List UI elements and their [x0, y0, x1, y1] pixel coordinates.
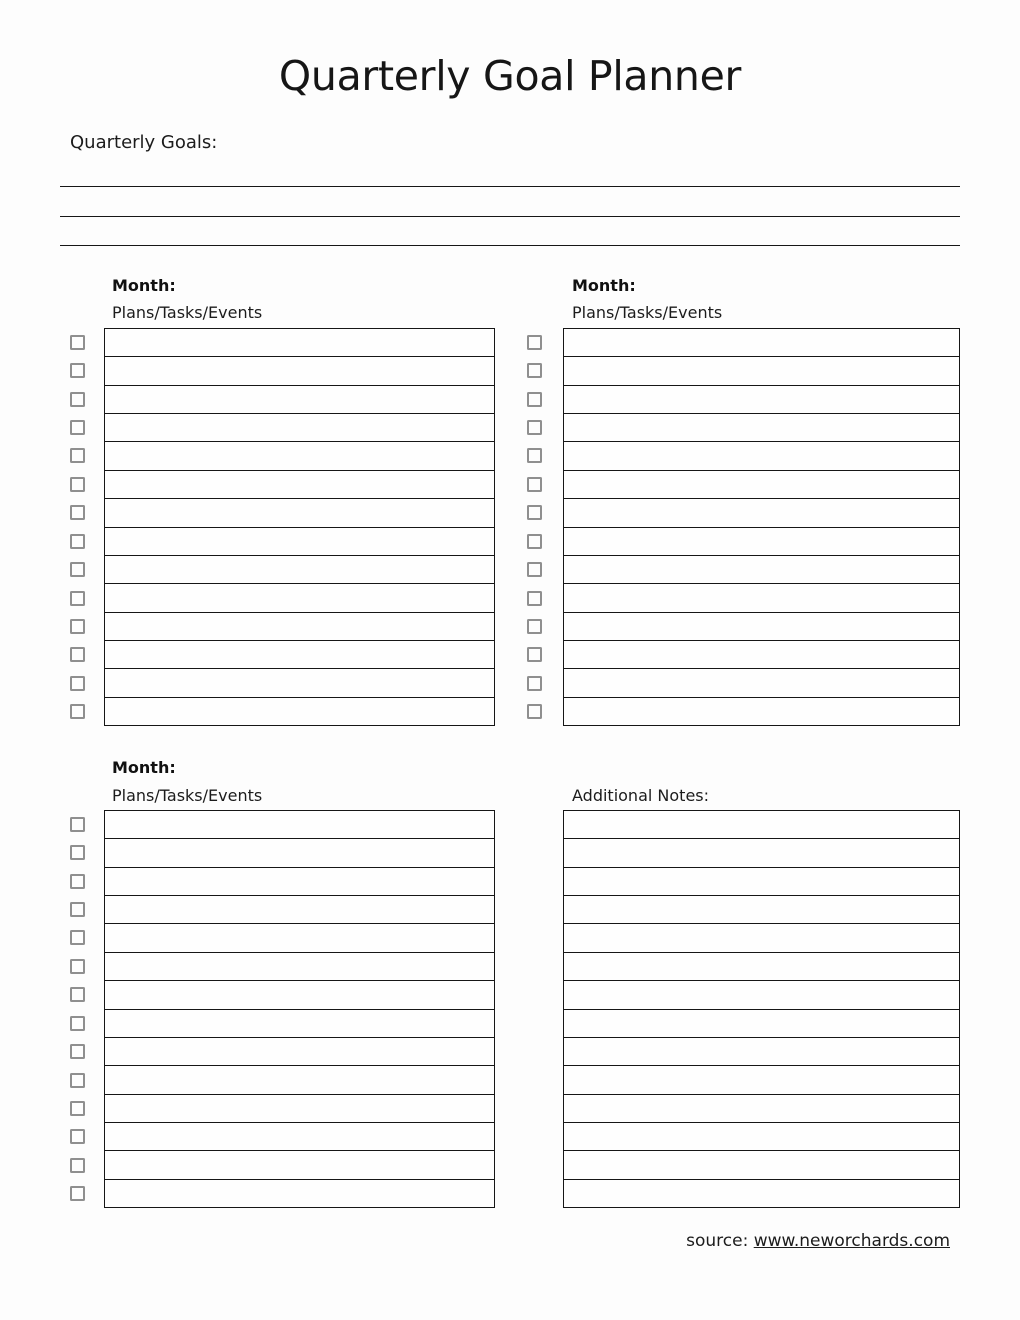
additional-notes-label: Additional Notes: [572, 786, 710, 805]
task-checkbox-cell [70, 555, 104, 583]
task-checkbox[interactable] [527, 420, 542, 435]
task-row[interactable] [105, 980, 494, 1008]
task-checkbox-cell [70, 584, 104, 612]
task-row[interactable] [105, 697, 494, 725]
task-checkbox-cell [527, 499, 563, 527]
notes-row[interactable] [564, 952, 959, 980]
notes-row[interactable] [564, 1009, 959, 1037]
task-checkbox[interactable] [70, 1101, 85, 1116]
task-checkbox-cell [527, 356, 563, 384]
task-checkbox-cell [70, 1037, 104, 1065]
task-row[interactable] [105, 555, 494, 583]
notes-row[interactable] [564, 838, 959, 866]
month-checklist-bottom-left [70, 810, 495, 1208]
task-row[interactable] [105, 413, 494, 441]
task-checkbox[interactable] [70, 1044, 85, 1059]
task-checkbox[interactable] [70, 1158, 85, 1173]
goals-writing-line[interactable] [60, 216, 960, 217]
task-row[interactable] [105, 838, 494, 866]
task-checkbox[interactable] [70, 1016, 85, 1031]
month-checklist-top-right [527, 328, 960, 726]
task-checkbox-cell [527, 527, 563, 555]
notes-row[interactable] [564, 1179, 959, 1207]
task-checkbox[interactable] [70, 335, 85, 350]
notes-row[interactable] [564, 811, 959, 838]
task-checkbox-cell [527, 385, 563, 413]
task-checkbox[interactable] [70, 505, 85, 520]
task-row[interactable] [564, 583, 959, 611]
month-label: Month: [112, 276, 176, 295]
task-checkbox-cell [70, 810, 104, 838]
quarterly-goals-lines [60, 186, 960, 246]
task-row[interactable] [105, 527, 494, 555]
notes-row[interactable] [564, 867, 959, 895]
task-row[interactable] [105, 1009, 494, 1037]
task-row[interactable] [105, 329, 494, 356]
notes-row[interactable] [564, 1094, 959, 1122]
source-prefix: source: [686, 1231, 754, 1251]
task-checkbox[interactable] [527, 335, 542, 350]
plans-tasks-events-label: Plans/Tasks/Events [112, 303, 263, 322]
task-checkbox[interactable] [527, 392, 542, 407]
task-rows-table [563, 328, 960, 726]
task-row[interactable] [105, 1065, 494, 1093]
task-checkbox-cell [527, 413, 563, 441]
task-checkbox[interactable] [70, 874, 85, 889]
task-checkbox[interactable] [70, 902, 85, 917]
task-checkbox-cell [70, 1066, 104, 1094]
task-checkbox[interactable] [527, 647, 542, 662]
notes-rows-table [563, 810, 960, 1208]
task-row[interactable] [564, 640, 959, 668]
task-row[interactable] [564, 555, 959, 583]
task-checkbox[interactable] [70, 534, 85, 549]
plans-tasks-events-label: Plans/Tasks/Events [112, 786, 263, 805]
task-row[interactable] [564, 441, 959, 469]
task-checkbox[interactable] [70, 448, 85, 463]
task-row[interactable] [105, 470, 494, 498]
task-checkbox-cell [527, 669, 563, 697]
checkbox-column [70, 810, 104, 1208]
task-checkbox-cell [527, 555, 563, 583]
task-row[interactable] [105, 1094, 494, 1122]
task-checkbox-cell [527, 612, 563, 640]
task-checkbox-cell [70, 838, 104, 866]
notes-row[interactable] [564, 1122, 959, 1150]
task-checkbox[interactable] [70, 959, 85, 974]
goals-writing-line[interactable] [60, 245, 960, 246]
task-checkbox[interactable] [527, 505, 542, 520]
notes-row[interactable] [564, 895, 959, 923]
task-checkbox[interactable] [527, 363, 542, 378]
task-row[interactable] [105, 923, 494, 951]
task-row[interactable] [564, 668, 959, 696]
task-row[interactable] [105, 1179, 494, 1207]
plans-tasks-events-label: Plans/Tasks/Events [572, 303, 723, 322]
notes-row[interactable] [564, 923, 959, 951]
task-row[interactable] [564, 356, 959, 384]
notes-row[interactable] [564, 1150, 959, 1178]
task-checkbox-cell [70, 612, 104, 640]
task-checkbox[interactable] [70, 1186, 85, 1201]
task-checkbox[interactable] [70, 363, 85, 378]
task-checkbox-cell [70, 981, 104, 1009]
task-row[interactable] [105, 385, 494, 413]
task-checkbox-cell [70, 952, 104, 980]
task-checkbox-cell [70, 867, 104, 895]
task-checkbox[interactable] [70, 392, 85, 407]
task-row[interactable] [105, 356, 494, 384]
task-checkbox-cell [527, 697, 563, 725]
task-checkbox[interactable] [527, 534, 542, 549]
task-checkbox-cell [70, 442, 104, 470]
task-row[interactable] [564, 612, 959, 640]
task-checkbox[interactable] [70, 591, 85, 606]
task-checkbox-cell [70, 1094, 104, 1122]
checkbox-column [70, 328, 104, 726]
task-rows-table [104, 810, 495, 1208]
task-checkbox[interactable] [70, 704, 85, 719]
task-row[interactable] [105, 811, 494, 838]
task-row[interactable] [105, 498, 494, 526]
task-checkbox-cell [70, 1123, 104, 1151]
task-checkbox-cell [70, 328, 104, 356]
task-row[interactable] [105, 895, 494, 923]
task-row[interactable] [105, 867, 494, 895]
notes-row[interactable] [564, 980, 959, 1008]
task-checkbox[interactable] [70, 1129, 85, 1144]
task-checkbox[interactable] [70, 845, 85, 860]
task-checkbox-cell [527, 584, 563, 612]
notes-row[interactable] [564, 1065, 959, 1093]
source-footer [686, 1231, 950, 1251]
task-checkbox[interactable] [70, 562, 85, 577]
task-checkbox[interactable] [527, 676, 542, 691]
task-row[interactable] [105, 1122, 494, 1150]
quarterly-goals-label: Quarterly Goals: [70, 132, 218, 153]
task-row[interactable] [564, 470, 959, 498]
task-checkbox-cell [527, 641, 563, 669]
task-checkbox[interactable] [70, 1073, 85, 1088]
task-checkbox[interactable] [527, 448, 542, 463]
task-checkbox-cell [70, 641, 104, 669]
task-row[interactable] [105, 441, 494, 469]
task-checkbox[interactable] [70, 477, 85, 492]
task-row[interactable] [564, 527, 959, 555]
task-checkbox[interactable] [527, 477, 542, 492]
notes-row[interactable] [564, 1037, 959, 1065]
task-checkbox-cell [70, 1009, 104, 1037]
task-row[interactable] [105, 1037, 494, 1065]
task-checkbox[interactable] [70, 817, 85, 832]
additional-notes-section [563, 810, 960, 1208]
task-row[interactable] [105, 640, 494, 668]
task-checkbox[interactable] [70, 930, 85, 945]
task-checkbox-cell [70, 499, 104, 527]
task-row[interactable] [564, 413, 959, 441]
task-row[interactable] [564, 385, 959, 413]
task-row[interactable] [105, 1150, 494, 1178]
task-checkbox-cell [527, 470, 563, 498]
goals-writing-line[interactable] [60, 186, 960, 187]
task-checkbox[interactable] [70, 987, 85, 1002]
task-checkbox-cell [70, 697, 104, 725]
task-checkbox[interactable] [70, 619, 85, 634]
month-checklist-top-left [70, 328, 495, 726]
task-checkbox-cell [70, 669, 104, 697]
task-checkbox-cell [70, 470, 104, 498]
task-checkbox-cell [70, 527, 104, 555]
task-checkbox[interactable] [70, 647, 85, 662]
checkbox-column [527, 328, 563, 726]
task-row[interactable] [105, 952, 494, 980]
task-checkbox[interactable] [527, 562, 542, 577]
page-title: Quarterly Goal Planner [278, 52, 742, 100]
month-label: Month: [112, 758, 176, 777]
task-checkbox-cell [70, 924, 104, 952]
task-checkbox-cell [70, 895, 104, 923]
task-row[interactable] [564, 329, 959, 356]
task-row[interactable] [105, 583, 494, 611]
task-checkbox[interactable] [527, 704, 542, 719]
task-row[interactable] [564, 498, 959, 526]
task-checkbox[interactable] [70, 676, 85, 691]
task-checkbox[interactable] [70, 420, 85, 435]
task-checkbox-cell [70, 385, 104, 413]
task-checkbox-cell [70, 356, 104, 384]
task-checkbox-cell [527, 328, 563, 356]
task-checkbox-cell [70, 1151, 104, 1179]
task-checkbox-cell [527, 442, 563, 470]
task-checkbox-cell [70, 1179, 104, 1207]
task-checkbox-cell [70, 413, 104, 441]
task-row[interactable] [564, 697, 959, 725]
task-row[interactable] [105, 612, 494, 640]
task-rows-table [104, 328, 495, 726]
month-label: Month: [572, 276, 636, 295]
task-checkbox[interactable] [527, 619, 542, 634]
task-row[interactable] [105, 668, 494, 696]
task-checkbox[interactable] [527, 591, 542, 606]
source-link[interactable]: www.neworchards.com [753, 1231, 950, 1251]
